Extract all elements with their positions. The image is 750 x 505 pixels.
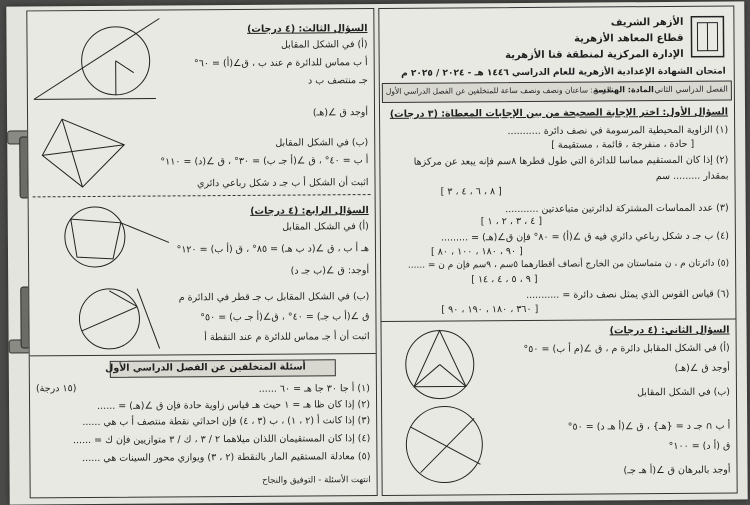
q3-title: السؤال الثالث: (٤ درجات): [247, 23, 368, 35]
figure-inscribed-triangle: [400, 324, 481, 405]
q3-a-line2: جـ منتصف ب د: [307, 75, 368, 87]
q4-title: السؤال الرابع: (٤ درجات): [250, 205, 369, 217]
q2-title: السؤال الثاني: (٤ درجات): [609, 324, 730, 337]
left-column: [26, 8, 377, 498]
q1-item-3-options: [ ٤ ، ٣ ، ٢ ، ١ ]: [480, 215, 543, 228]
make-up-q4: (٤) إذا كان المستقيمان اللذان ميلاهما ٢ / ٣ ، ك / ٣ متوازيين فإن ك = ......: [72, 433, 371, 447]
figure-diameter-tangent: [59, 278, 170, 355]
q1-item-5: (٥) دائرتان م ، ن متماستان من الخارج أنصاف أقطارهما ٥سم ، ٩سم فإن م ن = ......: [407, 258, 730, 271]
q1-item-4-options: [ ٩٠ ، ١٨٠ ، ١٠٠ ، ٨٠ ]: [430, 245, 523, 258]
q2-a-find: أوجد ق ∠(هـ): [674, 362, 730, 374]
q1-item-1: (١) الزاوية المحيطية المرسومة في نصف دائرة ...........: [507, 124, 729, 138]
q1-title: السؤال الأول: اختر الإجابة الصحيحة من بين الإجابات المعطاة: (٣ درجات): [389, 106, 729, 120]
make-up-q2: (٢) إذا كان ظا هـ = ١ حيث هـ قياس زاوية حادة فإن ق ∠(هـ) = ......: [97, 399, 371, 412]
q2-rule: [381, 318, 735, 321]
q1-item-4: (٤) ب جـ د شكل رباعي دائري فيه ق ∠(أ) = ٨٠° فإن ق∠(هـ) = .........: [440, 230, 729, 244]
exam-title: امتحان الشهادة الإعدادية الأزهرية للعام الدراسي ١٤٤٦ هـ - ٢٠٢٤ / ٢٠٢٥ م: [401, 66, 726, 79]
q2-a: (أ) في الشكل المقابل دائرة م ، ق ∠(م أ ب) = ٥٠°: [523, 342, 730, 355]
q4-a: (أ) في الشكل المقابل: [282, 221, 369, 233]
q1-item-2-b: بمقدار ......... سم: [655, 170, 729, 183]
footer-text: انتهت الأسئلة - التوفيق والنجاح: [262, 475, 371, 486]
info-time: الزمن: ساعتان ونصف ونصف ساعة للمتخلفين عن الفصل الدراسي الأول: [385, 85, 612, 96]
q2-b: (ب) في الشكل المقابل: [637, 386, 731, 399]
exam-sheet: [6, 1, 747, 504]
make-up-q3: (٣) إذا كانت أ (٢ ، ١) ، ب (٣ ، ٤) فإن احداثي نقطة منتصف أ ب هي ......: [82, 415, 371, 429]
q3-b-line1: أ ب = ٤٠° ، ق ∠(أ جـ ب) = ٣٠° ، ق ∠(د) = ١١٠°: [160, 155, 369, 168]
q3-b: (ب) في الشكل المقابل: [275, 137, 369, 149]
q1-item-1-options: [ حادة ، منفرجة ، قائمة ، مستقيمة ]: [551, 138, 695, 151]
q4-b: (ب) في الشكل المقابل ب جـ قطر في الدائرة م: [178, 291, 370, 304]
q4-a-line1: هـ أ ب ، ق ∠(د ب هـ) = ٨٥° ، ق (أ ب) = ١٢٠°: [176, 243, 370, 256]
q1-item-3: (٣) عدد المماسات المشتركة لدائرتين متباعدتين ...........: [505, 202, 729, 216]
make-up-title: أسئلة المتخلفين عن الفصل الدراسي الأول: [105, 361, 306, 374]
figure-cyclic: [51, 198, 172, 275]
figure-quadrilateral: [32, 115, 129, 192]
q2-b-line1: أ ب ∩ جـ د = {هـ} ، ق ∠(أ هـ د) = ٥٠°: [567, 420, 731, 433]
right-column: [378, 5, 737, 495]
q1-item-2-options: [ ٨ ، ٦ ، ٤ ، ٣ ]: [440, 186, 502, 198]
q1-item-6: (٦) قياس القوس الذي يمثل نصف دائرة = ...........: [526, 288, 730, 301]
q3-a-find: أوجد ق ∠(هـ): [312, 107, 369, 119]
make-up-marks: (١٥ درجة): [35, 383, 77, 395]
q2-b-find: أوجد بالبرهان ق ∠(أ هـ جـ): [623, 464, 731, 477]
make-up-q5: (٥) معادلة المستقيم المار بالنقطة (٢ ، ٣) ويوازي محور السينات هي ......: [82, 451, 371, 465]
header-line1: الأزهر الشريف: [610, 16, 684, 29]
header-line3: الإدارة المركزية لمنطقة قنا الأزهرية: [505, 48, 684, 62]
q3-a: (أ) في الشكل المقابل: [280, 39, 368, 51]
q1-item-2: (٢) إذا كان المستقيم مماسا للدائرة التي طول قطرها ٨سم فإنه يبعد عن مركزها: [413, 154, 729, 168]
q3-b-prove: اثبت أن الشكل أ ب جـ د شكل رباعي دائري: [196, 177, 369, 190]
q4-b-line1: ق ∠(أ ب جـ) = ٤٠° ، ق∠(أ جـ ب) = ٥٠°: [200, 311, 370, 324]
q1-item-5-options: [ ٩ ، ٥ ، ٤ ، ١٤ ]: [471, 273, 538, 286]
azhar-logo-icon: [687, 15, 727, 59]
q4-b-prove: اثبت أن أ جـ مماس للدائرة م عند النقطة أ: [204, 331, 370, 344]
figure-tangent-circle: [29, 14, 162, 111]
q2-b-line2: ق (أ د) = ١٠٠°: [668, 440, 731, 452]
info-semester: الفصل الدراسي الثاني: [654, 84, 728, 95]
info-subject: المادة: الهندسة: [593, 85, 654, 95]
figure-intersecting-chords: [400, 400, 491, 491]
make-up-q1: (١) أ جا ٣٠ جا هـ = ٦٠ ......: [258, 383, 370, 395]
divider: [33, 194, 371, 197]
q1-item-6-options: [ ٣٦٠ ، ١٨٠ ، ١٩٠ ، ٩٠ ]: [441, 303, 539, 316]
header-line2: قطاع المعاهد الأزهرية: [574, 32, 684, 45]
q3-a-line1: أ ب مماس للدائرة م عند ب ، ق∠(أ) = ٦٠°: [193, 57, 368, 70]
q4-a-find: أوجد: ق ∠(ب جـ د): [290, 265, 370, 277]
